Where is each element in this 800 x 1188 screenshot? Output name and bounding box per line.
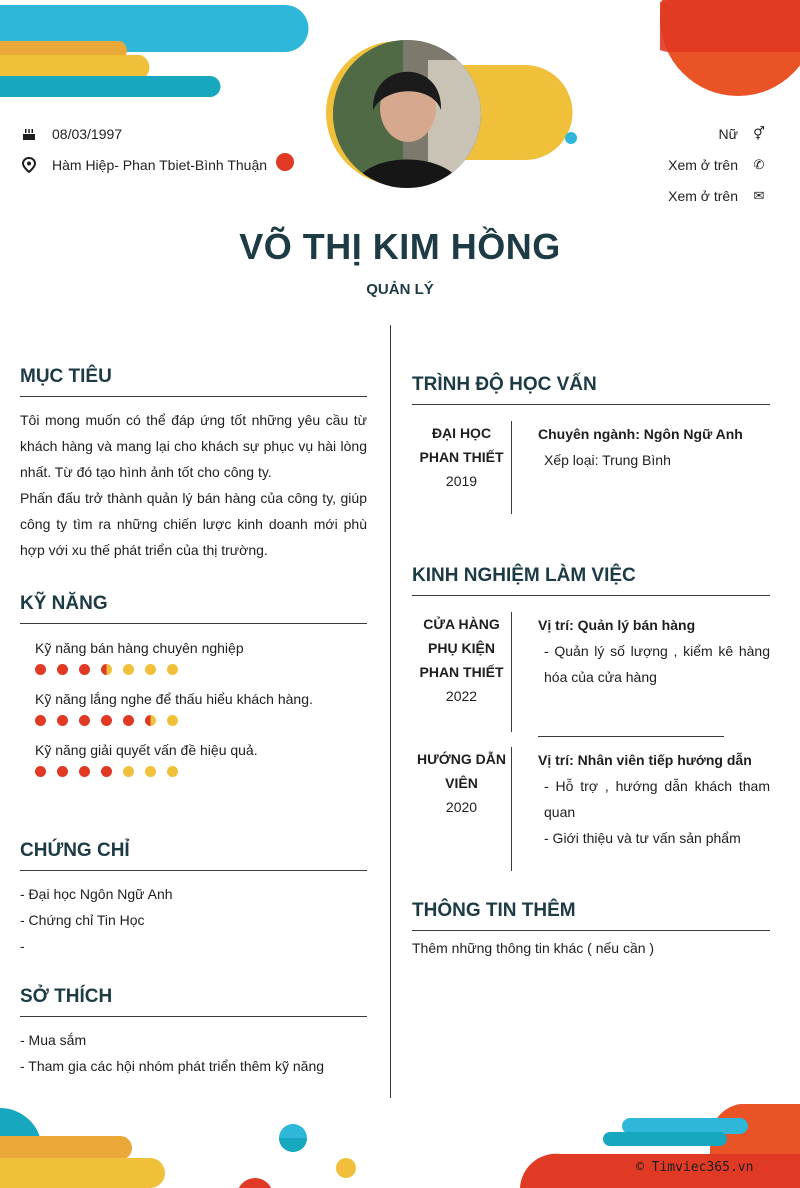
cake-icon xyxy=(20,125,38,143)
gender-row xyxy=(719,125,768,143)
rating-dot xyxy=(79,715,90,726)
experience-section xyxy=(412,565,770,871)
hobbies-section xyxy=(20,986,367,1079)
job-year: 2020 xyxy=(445,799,478,815)
rating-dot xyxy=(35,664,46,675)
skill-rating xyxy=(35,664,367,675)
experience-title: KINH NGHIỆM LÀM VIỆC xyxy=(412,565,770,596)
certificate-item: - xyxy=(20,938,25,954)
rating-dot xyxy=(145,664,156,675)
rating-dot xyxy=(57,715,68,726)
skills-title: KỸ NĂNG xyxy=(20,593,367,624)
certificate-item: - Đại học Ngôn Ngữ Anh xyxy=(20,886,173,902)
company-name-line: VIÊN xyxy=(445,775,478,791)
certificate-item: - Chứng chỉ Tin Học xyxy=(20,912,145,928)
education-entry xyxy=(412,421,770,514)
rating-dot xyxy=(167,664,178,675)
rating-dot xyxy=(145,766,156,777)
phone-row xyxy=(668,156,768,174)
location-pin-icon xyxy=(20,156,38,174)
rating-dot xyxy=(79,664,90,675)
email-row xyxy=(668,187,768,205)
avatar xyxy=(333,40,481,188)
rating-dot xyxy=(123,715,134,726)
education-major: Chuyên ngành: Ngôn Ngữ Anh xyxy=(538,426,743,442)
objective-paragraph-2: Phấn đấu trở thành quản lý bán hàng của công ty, giúp công ty tìm ra những chiến lược kinh doanh mới phù hợp với xu thế phát triển của thị trường. xyxy=(20,490,367,558)
school-name-line: PHAN THIẾT xyxy=(419,449,504,465)
gender-text: Nữ xyxy=(718,126,738,142)
rating-dot xyxy=(79,766,90,777)
job-description: - Giới thiệu và tư vấn sản phẩm xyxy=(544,830,741,846)
education-grade: Xếp loại: Trung Bình xyxy=(544,452,671,468)
decor-top-right xyxy=(660,0,800,100)
company-name-line: HƯỚNG DẪN xyxy=(417,751,506,767)
extra-title: THÔNG TIN THÊM xyxy=(412,900,770,931)
company-name-line: CỬA HÀNG xyxy=(423,616,500,632)
skill-item xyxy=(35,740,367,777)
job-position: Vị trí: Quản lý bán hàng xyxy=(538,617,696,633)
hobby-item: - Tham gia các hội nhóm phát triển thêm kỹ năng xyxy=(20,1058,325,1074)
rating-dot xyxy=(35,766,46,777)
email-text: Xem ở trên xyxy=(668,188,738,204)
birthday-text: 08/03/1997 xyxy=(52,126,123,142)
decor-bottom-left xyxy=(0,1100,380,1188)
skill-item xyxy=(35,689,367,726)
footer-credit: © Timviec365.vn xyxy=(636,1160,754,1175)
extra-section xyxy=(412,900,770,961)
hobby-item: - Mua sắm xyxy=(20,1032,87,1048)
certificates-section xyxy=(20,840,367,959)
skill-rating xyxy=(35,766,367,777)
objective-title: MỤC TIÊU xyxy=(20,366,367,397)
job-description: - Hỗ trợ , hướng dẫn khách tham quan xyxy=(544,778,770,820)
experience-entry xyxy=(412,612,770,737)
address-row xyxy=(20,156,267,174)
rating-dot xyxy=(101,715,112,726)
rating-dot xyxy=(123,664,134,675)
objective-paragraph-1: Tôi mong muốn có thể đáp ứng tốt những yêu cầu từ khách hàng và mang lại cho khách sự phục vụ hài lòng nhất. Từ đó tạo hình ảnh tốt cho công ty. xyxy=(20,412,367,480)
job-year: 2022 xyxy=(445,688,478,704)
certificates-title: CHỨNG CHỈ xyxy=(20,840,367,871)
extra-text: Thêm những thông tin khác ( nếu cần ) xyxy=(412,940,655,956)
education-year: 2019 xyxy=(445,473,478,489)
job-separator xyxy=(538,736,724,737)
phone-icon: ✆ xyxy=(753,157,765,172)
skill-rating xyxy=(35,715,367,726)
rating-dot xyxy=(101,766,112,777)
job-position: Vị trí: Nhân viên tiếp hướng dẫn xyxy=(538,752,752,768)
rating-dot xyxy=(145,715,156,726)
objective-section xyxy=(20,366,367,563)
rating-dot xyxy=(101,664,112,675)
envelope-icon: ✉ xyxy=(753,188,765,203)
rating-dot xyxy=(123,766,134,777)
phone-text: Xem ở trên xyxy=(668,157,738,173)
portrait-image xyxy=(333,40,481,188)
rating-dot xyxy=(167,715,178,726)
education-section xyxy=(412,374,770,514)
rating-dot xyxy=(167,766,178,777)
skill-label: Kỹ năng lắng nghe để thấu hiểu khách hàng. xyxy=(35,691,313,707)
skills-section xyxy=(20,593,367,791)
skill-item xyxy=(35,638,367,675)
full-name: VÕ THỊ KIM HỒNG xyxy=(239,226,561,267)
school-name-line: ĐẠI HỌC xyxy=(431,425,492,441)
skill-label: Kỹ năng bán hàng chuyên nghiệp xyxy=(35,640,244,656)
job-role: QUẢN LÝ xyxy=(366,281,434,298)
column-divider xyxy=(390,325,391,1098)
company-name-line: PHAN THIẾT xyxy=(419,664,504,680)
rating-dot xyxy=(35,715,46,726)
gender-icon: ⚥ xyxy=(753,126,765,141)
company-name-line: PHỤ KIỆN xyxy=(428,640,495,656)
education-title: TRÌNH ĐỘ HỌC VẤN xyxy=(412,374,770,405)
address-text: Hàm Hiệp- Phan Tbiet-Bình Thuận xyxy=(52,157,268,173)
rating-dot xyxy=(57,766,68,777)
skill-label: Kỹ năng giải quyết vấn đề hiệu quả. xyxy=(35,742,258,758)
job-description: - Quản lý số lượng , kiểm kê hàng hóa của cửa hàng xyxy=(544,643,770,685)
hobbies-title: SỞ THÍCH xyxy=(20,986,367,1017)
birthday-row xyxy=(20,125,122,143)
experience-entry xyxy=(412,747,770,871)
rating-dot xyxy=(57,664,68,675)
